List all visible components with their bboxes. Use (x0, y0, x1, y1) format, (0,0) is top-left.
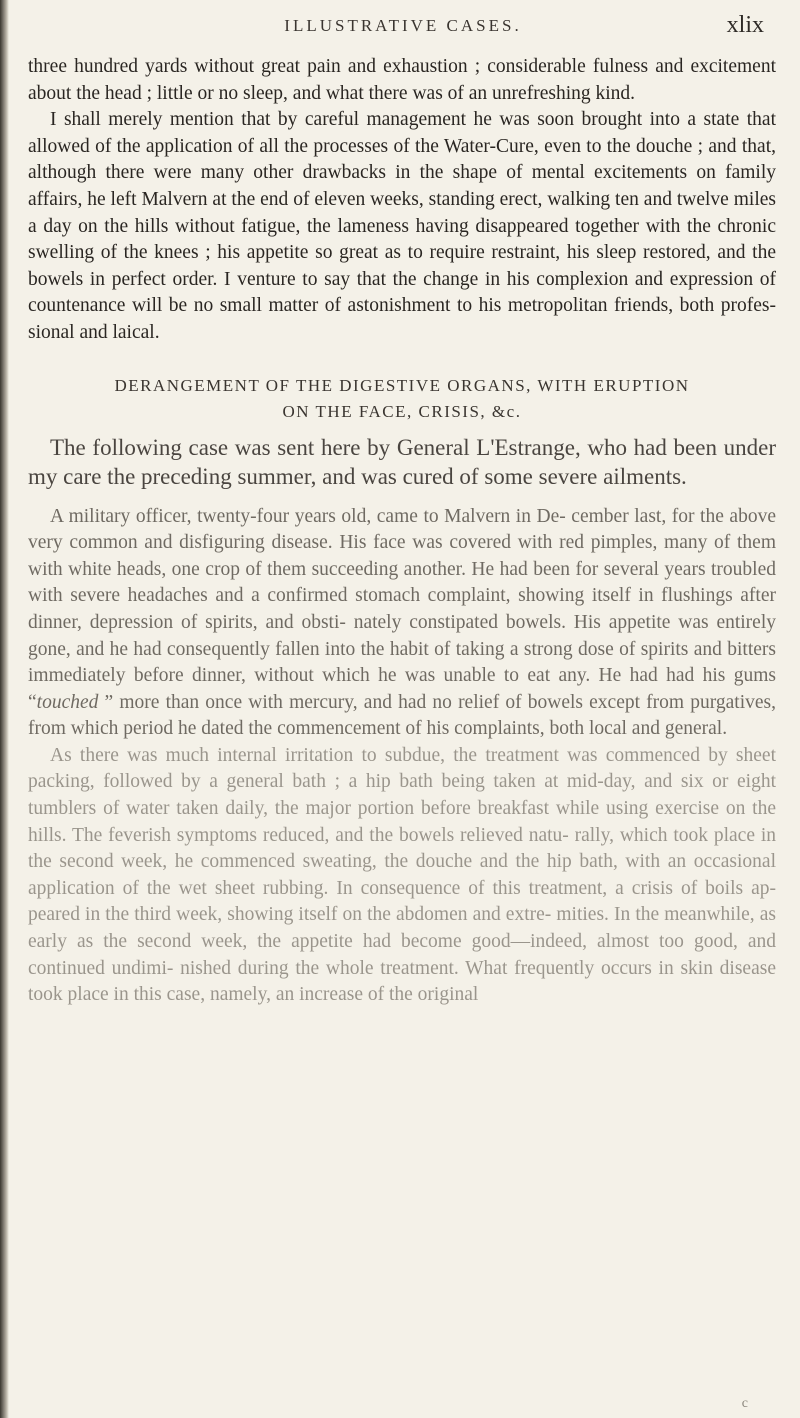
section-heading (28, 373, 776, 425)
section-heading-line-1: DERANGEMENT OF THE DIGESTIVE ORGANS, WITH ERUPTION (114, 375, 690, 395)
paragraph-management: I shall merely mention that by careful management he was soon brought into a state that allowed of the application of all the processes of the Water-Cure, even to the douche ; and that, although there were many other drawbacks in the shape of mental excitements on family affairs, he left Malvern at the end of eleven weeks, standing erect, walking ten and twelve miles a day on the hills without fatigue, the lameness having disappeared together with the chronic swelling of the knees ; his appetite so great as to require restraint, his sleep restored, and the bowels in perfect order. I venture to say that the change in his complexion and expression of countenance will be no small matter of astonishment to his metropolitan friends, both profes- sional and laical. (28, 109, 776, 343)
book-page (28, 0, 778, 1418)
section-heading-line-2: ON THE FACE, CRISIS, &c. (282, 401, 522, 421)
paragraph-treatment: As there was much internal irritation to subdue, the treatment was commenced by sheet packing, followed by a general bath ; a hip bath being taken at mid-day, and six or eight tumblers of water taken daily, the major portion before breakfast while using exercise on the hills. The feverish symptoms reduced, and the bowels relieved natu- rally, which took place in the second week, he commenced sweating, the douche and the hip bath, with an occasional application of the wet sheet rubbing. In consequence of this treatment, a crisis of boils ap- peared in the third week, showing itself on the abdomen and extre- mities. In the meanwhile, as early as the second week, the appetite had become good—indeed, almost too good, and continued undimi- nished during the whole treatment. What frequently occurs in skin disease took place in this case, namely, an increase of the original (28, 744, 776, 1006)
case-introduction: The following case was sent here by General L'Estrange, who had been under my care the preceding summer, and was cured of some severe ailments. (28, 434, 776, 489)
paragraph-continuation: three hundred yards without great pain and exhaustion ; considerable fulness and excitement about the head ; little or no sleep, and what there was of an unrefreshing kind. (28, 56, 776, 104)
case-history-text-a: A military officer, twenty-four years old, came to Malvern in De- cember last, for the above very common and disfiguring disease. His face was covered with red pimples, many of them with white heads, one crop of them succeeding another. He had been for several years troubled with severe headaches and a confirmed stomach complaint, showing itself in flushings after dinner, depression of spirits, and obsti- nately constipated bowels. His appetite was entirely gone, and he had consequently fallen into the habit of taking a strong dose of spirits and bitters immediately before dinner, without which he was unable to eat any. He had had his gums “ (28, 505, 776, 713)
case-history-text-b: ” more than once with mercury, and had no relief of bowels except from purgatives, from which period he dated the commencement of his complaints, both local and general. (28, 691, 776, 740)
paragraph-case-history (28, 504, 776, 743)
page-number: xlix (726, 12, 764, 38)
case-history-emphasis: touched (36, 691, 99, 713)
page-gutter-shadow (0, 0, 9, 1418)
signature-mark: c (741, 1396, 748, 1411)
body-text (28, 54, 776, 1009)
running-title: ILLUSTRATIVE CASES. (284, 16, 522, 35)
running-head (28, 10, 778, 42)
